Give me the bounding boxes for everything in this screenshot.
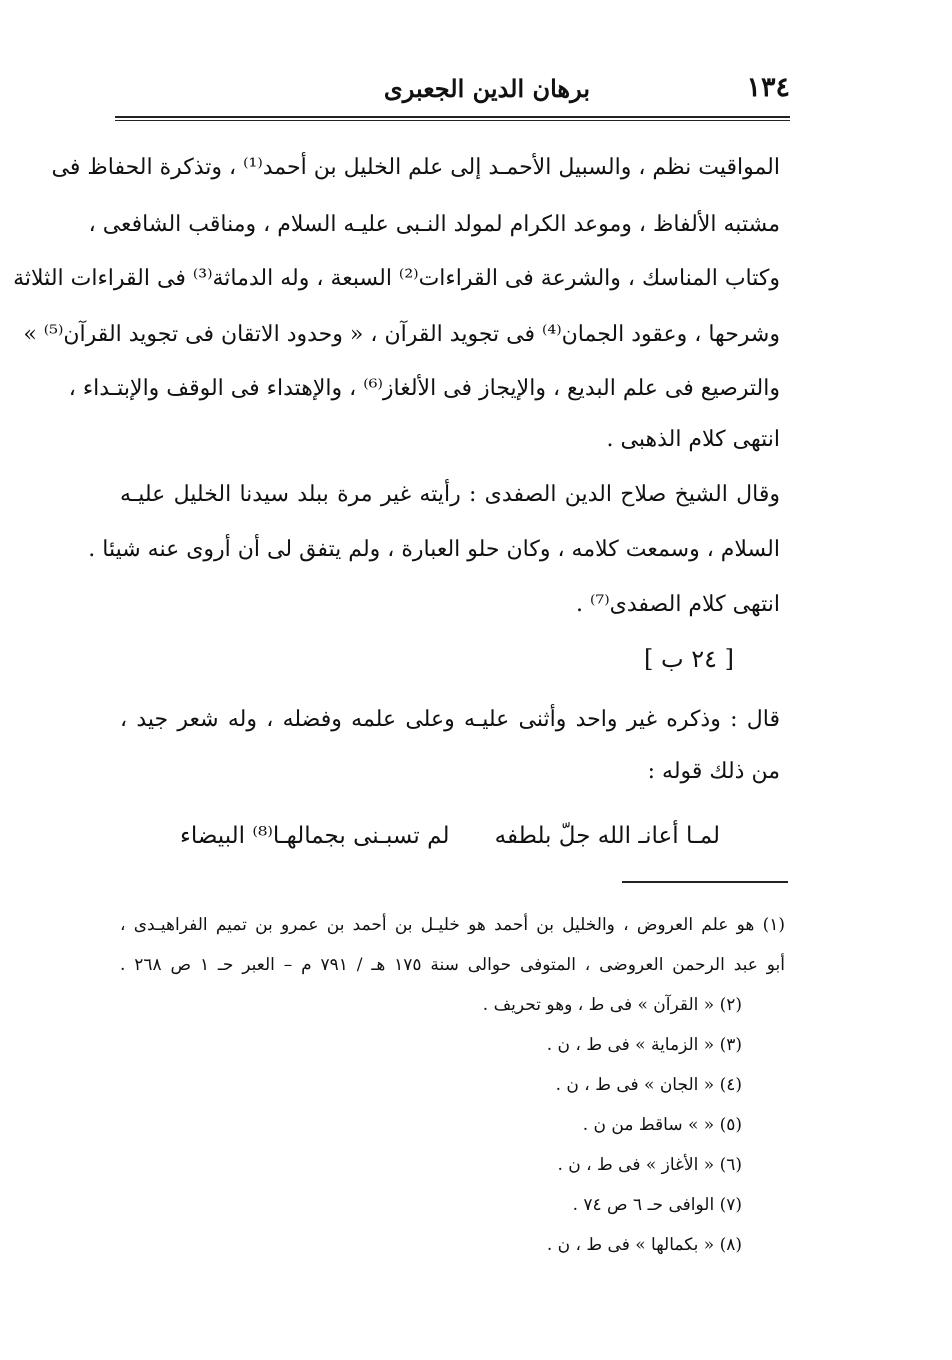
body-line: السلام ، وسمعت كلامه ، وكان حلو العبارة ، ولم يتفق لى أن أروى عنه شيئا . [88,537,780,562]
header-rule [115,116,790,118]
body-line: انتهى كلام الصفدى⁽⁷⁾ . [576,592,780,617]
verse-hemistich-first: لمـا أعانـ الله جلّ بلطفه [494,823,720,849]
footnote: (٦) « الأغاز » فى ط ، ن . [557,1155,742,1175]
footnote: (٤) « الجان » فى ط ، ن . [555,1075,742,1095]
footnote-continuation: أبو عبد الرحمن العروضى ، المتوفى حوالى سنة ١٧٥ هـ / ٧٩١ م – العبر حـ ١ ص ٢٦٨ . [120,955,785,975]
running-title: برهان الدين الجعبرى [383,74,590,103]
header-rule-thin [115,120,790,121]
folio-marker: [ ٢٤ ب ] [644,645,734,673]
body-line: والترصيع فى علم البديع ، والإيجاز فى الألغاز⁽⁶⁾ ، والإهتداء فى الوقف والإبتـداء ، [68,376,780,401]
footnote: (٧) الوافى حـ ٦ ص ٧٤ . [572,1195,742,1215]
footnote: (٢) « القرآن » فى ط ، وهو تحريف . [482,995,742,1015]
footnote: (٥) « » ساقط من ن . [582,1115,742,1135]
body-line: انتهى كلام الذهبى . [606,427,780,452]
footnote: (١) هو علم العروض ، والخليل بن أحمد هو خليـل بن أحمد بن عمرو بن تميم الفراهيـدى ، [120,915,785,935]
body-line: وشرحها ، وعقود الجمان⁽⁴⁾ فى تجويد القرآن ، « وحدود الاتقان فى تجويد القرآن⁽⁵⁾ » [23,322,780,347]
page-number: ١٣٤ [746,72,790,103]
verse-hemistich-second: لم تسبـنى بجمالهـا⁽⁸⁾ البيضاء [180,823,450,849]
body-line: وكتاب المناسك ، والشرعة فى القراءات⁽²⁾ السبعة ، وله الدماثة⁽³⁾ فى القراءات الثلاثة [13,266,780,291]
footnote-rule [622,881,788,883]
footnote: (٨) « بكمالها » فى ط ، ن . [546,1235,742,1255]
poetry-verse [180,823,720,849]
footnote: (٣) « الزماية » فى ط ، ن . [546,1035,742,1055]
page-header [115,68,790,114]
body-line: مشتبه الألفاظ ، وموعد الكرام لمولد النـبى عليـه السلام ، ومناقب الشافعى ، [88,212,780,237]
body-line: قال : وذكره غير واحد وأثنى عليـه وعلى علمه وفضله ، وله شعر جيد ، [120,707,780,732]
body-line: من ذلك قوله : [647,759,780,784]
body-line: وقال الشيخ صلاح الدين الصفدى : رأيته غير مرة ببلد سيدنا الخليل عليـه [120,482,780,507]
body-line: المواقيت نظم ، والسبيل الأحمـد إلى علم الخليل بن أحمد⁽¹⁾ ، وتذكرة الحفاظ فى [51,155,780,180]
